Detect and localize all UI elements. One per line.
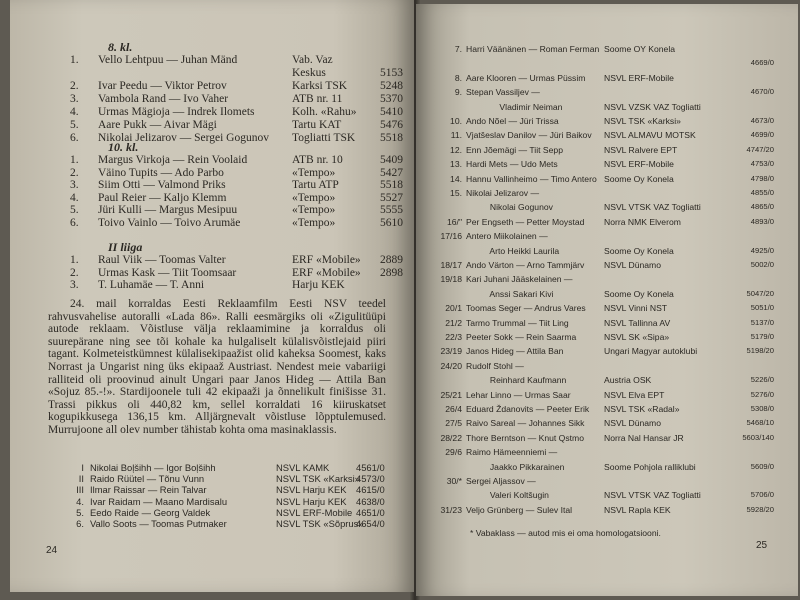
crew-names: Janos Hideg — Attila Ban bbox=[466, 346, 564, 357]
crew-names: Valeri Koltšugin bbox=[466, 490, 549, 501]
table-row bbox=[70, 279, 410, 291]
crew-names: Ivar Raidam — Maano Mardisalu bbox=[90, 495, 228, 507]
team-name: NSVL Rapla KEK bbox=[604, 504, 671, 515]
table-row bbox=[438, 505, 784, 516]
team-name: NSVL VZSK VAZ Togliatti bbox=[604, 101, 701, 112]
table-row bbox=[438, 404, 784, 415]
result-value: 4654/0 bbox=[356, 518, 385, 529]
table-row bbox=[438, 44, 784, 55]
crew-names: Hannu Vallinheimo — Timo Antero bbox=[466, 173, 597, 184]
league2-heading: II liiga bbox=[108, 240, 143, 254]
crew-names: Harri Väänänen — Roman Ferman bbox=[466, 44, 600, 54]
position-number: 22/3 bbox=[445, 332, 462, 342]
table-row bbox=[438, 476, 784, 487]
result-value: 4699/0 bbox=[750, 130, 774, 140]
table-row bbox=[68, 462, 408, 473]
result-value: 4669/0 bbox=[750, 58, 774, 68]
team-name: Kolh. «Rahu» bbox=[292, 106, 357, 118]
team-name: Soome Oy Konela bbox=[604, 173, 674, 184]
result-value: 5476 bbox=[380, 119, 403, 131]
team-name: «Tempo» bbox=[292, 204, 336, 217]
rally-description-paragraph: 24. mail korraldas Eesti Reklaamfilm Eesti NSV teedel rahvusvahelise autoralli «Lada 86». Ralli eesmärgiks oli «Zigulitüüpi autode reklaam. Võistluse välja reklaamimine ja korraldus oli suurepärane ning see tõi kohale ka hulgaliselt külalisvõistlejaid piiri tagant. Kolmeteistkümnest külalisekipaažist olid kaheksa Soomest, kaks Norrast ja Ungarist ning üks ekipaaž Austriast. Nendest meie vabariigi ralliteid oli proovinud ainult Ungari paar Janos Hideg — Attila Ban «Sojuz 85.-!». Stardijoonele tuli 42 ekipaaži ja õnnelikult finišisse 31. Trassi pikkus oli 440,82 km, sellel korraldati 16 kiiruskatset kogupikkusega 136,15 km. Alljärgnevalt võistluse lõpptulemused. Murrujoone all olev number tähistab kohta oma masinaklassis. bbox=[48, 298, 386, 436]
table-row bbox=[438, 145, 784, 156]
crew-names: Nikolai Jelizarov — Sergei Gogunov bbox=[98, 132, 269, 144]
crew-names: Stepan Vassiljev — bbox=[466, 87, 540, 98]
team-name: Tartu KAT bbox=[292, 119, 342, 131]
table-row bbox=[70, 204, 410, 216]
team-name: NSVL Vinni NST bbox=[604, 303, 668, 314]
position-number: 4. bbox=[76, 495, 84, 507]
crew-names: Margus Virkoja — Rein Voolaid bbox=[98, 154, 248, 166]
result-value: 5609/0 bbox=[750, 461, 774, 471]
result-value: 5603/140 bbox=[742, 432, 774, 442]
footnote: * Vabaklass — autod mis ei oma homologatsiooni. bbox=[470, 528, 661, 538]
position-number: 5. bbox=[76, 506, 84, 518]
team-name: NSVL Elva EPT bbox=[604, 389, 665, 400]
position-number: 17/16 bbox=[440, 231, 462, 242]
team-name: ERF «Mobile» bbox=[292, 254, 361, 266]
result-value: 5276/0 bbox=[750, 389, 774, 399]
table-row bbox=[438, 130, 784, 141]
table-row bbox=[68, 484, 408, 495]
team-name: «Tempo» bbox=[292, 166, 336, 179]
result-value: 4638/0 bbox=[356, 495, 385, 507]
team-name: NSVL Tallinna AV bbox=[604, 317, 671, 328]
crew-names: Lehar Linno — Urmas Saar bbox=[466, 389, 571, 400]
crew-names: Per Engseth — Petter Moystad bbox=[466, 216, 585, 227]
crew-names: Antero Miikolainen — bbox=[466, 231, 548, 242]
result-value: 4673/0 bbox=[750, 116, 774, 125]
table-row bbox=[438, 433, 784, 444]
table-row bbox=[70, 167, 410, 179]
team-name: NSVL Ralvere EPT bbox=[604, 144, 678, 155]
table-row bbox=[438, 87, 784, 98]
result-value: 4670/0 bbox=[750, 87, 774, 97]
table-row bbox=[70, 267, 410, 279]
team-name: NSVL TSK «Karksi» bbox=[604, 116, 681, 126]
table-row bbox=[438, 116, 784, 127]
position-number: 23/19 bbox=[440, 346, 462, 357]
team-name: NSVL Harju KEK bbox=[276, 495, 347, 507]
position-number: 14. bbox=[450, 173, 462, 184]
table-row bbox=[438, 246, 784, 257]
position-number: 3. bbox=[70, 279, 79, 292]
position-number: 4. bbox=[70, 106, 79, 118]
position-number: 2. bbox=[70, 80, 79, 92]
crew-names: Toivo Vainlo — Toivo Arumäe bbox=[98, 217, 241, 229]
crew-names: Arto Heikki Laurila bbox=[466, 245, 560, 256]
table-row bbox=[70, 67, 410, 79]
result-value: 5468/10 bbox=[746, 418, 774, 428]
result-value: 4573/0 bbox=[356, 473, 385, 485]
table-row bbox=[70, 154, 410, 166]
class10-results bbox=[70, 140, 410, 230]
position-number: 24/20 bbox=[440, 360, 462, 371]
right-page bbox=[416, 4, 798, 596]
crew-names: Kari Juhani Jääskelainen — bbox=[466, 274, 573, 285]
result-value: 4615/0 bbox=[356, 484, 385, 496]
table-row bbox=[438, 447, 784, 458]
crew-names: Raimo Hämeenniemi — bbox=[466, 447, 558, 458]
crew-names: Thore Berntson — Knut Qstmo bbox=[466, 432, 584, 443]
table-row bbox=[68, 473, 408, 484]
crew-names: Ilmar Raissar — Rein Talvar bbox=[90, 484, 207, 496]
position-number: 7. bbox=[454, 44, 462, 54]
crew-names: Raul Viik — Toomas Valter bbox=[98, 254, 226, 266]
lada86-results-top bbox=[68, 462, 408, 542]
result-value: 5610 bbox=[380, 217, 403, 229]
position-number: 20/1 bbox=[445, 303, 462, 314]
league2-results bbox=[70, 240, 410, 296]
table-row bbox=[438, 318, 784, 329]
table-row bbox=[438, 260, 784, 271]
result-value: 4651/0 bbox=[356, 506, 385, 518]
team-name: Austria OSK bbox=[604, 375, 652, 386]
result-value: 4747/20 bbox=[746, 144, 774, 154]
table-row bbox=[68, 518, 408, 529]
result-value: 4865/0 bbox=[750, 202, 774, 212]
team-name: «Tempo» bbox=[292, 191, 336, 204]
position-number: 13. bbox=[450, 159, 462, 170]
table-row bbox=[70, 217, 410, 229]
position-number: II bbox=[78, 473, 84, 485]
result-value: 5248 bbox=[380, 80, 403, 92]
page-number-right: 25 bbox=[756, 540, 768, 551]
position-number: 5. bbox=[70, 119, 79, 131]
position-number: 12. bbox=[450, 144, 462, 155]
position-number: 2. bbox=[70, 266, 79, 279]
table-row bbox=[438, 361, 784, 372]
crew-names: Ando Nõel — Jüri Trissa bbox=[466, 116, 559, 126]
result-value: 5706/0 bbox=[750, 490, 774, 500]
position-number: 8. bbox=[454, 72, 462, 83]
position-number: 9. bbox=[454, 87, 462, 98]
position-number: 6. bbox=[70, 217, 79, 229]
table-row bbox=[70, 93, 410, 105]
team-name: NSVL TSK «Radal» bbox=[604, 404, 680, 414]
table-row bbox=[438, 390, 784, 401]
table-row bbox=[438, 159, 784, 170]
result-value: 5047/20 bbox=[746, 288, 774, 298]
team-name: Soome OY Konela bbox=[604, 44, 676, 54]
team-name: NSVL VTSK VAZ Togliatti bbox=[604, 490, 701, 501]
crew-names: Vambola Rand — Ivo Vaher bbox=[98, 93, 229, 105]
team-name: Vab. Vaz bbox=[292, 54, 333, 66]
result-value: 4798/0 bbox=[750, 173, 774, 183]
position-number: 15. bbox=[450, 188, 462, 198]
crew-names: Toomas Seger — Andrus Vares bbox=[466, 303, 586, 314]
team-name: NSVL Dünamo bbox=[604, 418, 662, 429]
table-row bbox=[68, 507, 408, 518]
table-row bbox=[70, 119, 410, 131]
position-number: 18/17 bbox=[440, 260, 462, 270]
position-number: 1. bbox=[70, 54, 79, 66]
result-value: 5002/0 bbox=[750, 260, 774, 269]
position-number: 11. bbox=[450, 130, 462, 141]
table-row bbox=[438, 332, 784, 343]
position-number: 31/23 bbox=[440, 504, 462, 515]
result-value: 4753/0 bbox=[750, 159, 774, 169]
position-number: 26/4 bbox=[445, 404, 462, 414]
crew-names: Peeter Sokk — Rein Saarma bbox=[466, 332, 577, 342]
result-value: 5410 bbox=[380, 106, 403, 118]
crew-names: Rudolf Stohl — bbox=[466, 360, 524, 371]
team-name: ATB nr. 11 bbox=[292, 93, 343, 105]
team-name: Tartu ATP bbox=[292, 179, 339, 192]
team-name: NSVL VTSK VAZ Togliatti bbox=[604, 202, 701, 213]
position-number: 1. bbox=[70, 154, 79, 166]
table-row bbox=[438, 274, 784, 285]
team-name: NSVL Dünamo bbox=[604, 260, 662, 270]
crew-names: Urmas Mägioja — Indrek Ilomets bbox=[98, 106, 255, 118]
lada86-results-continued bbox=[438, 44, 784, 524]
team-name: Soome Oy Konela bbox=[604, 288, 674, 299]
result-value: 5153 bbox=[380, 67, 403, 79]
team-name: NSVL TSK «Sõprus» bbox=[276, 518, 364, 529]
team-name: NSVL ERF-Mobile bbox=[276, 506, 353, 518]
table-row bbox=[438, 217, 784, 228]
position-number: 2. bbox=[70, 166, 79, 179]
result-value: 2889 bbox=[380, 254, 403, 266]
crew-names: Enn Jõemägi — Tiit Sepp bbox=[466, 144, 563, 155]
result-value: 5518 bbox=[380, 132, 403, 144]
crew-names: Väino Tupits — Ado Parbo bbox=[98, 166, 224, 179]
crew-names: T. Luhamäe — T. Anni bbox=[98, 279, 205, 292]
position-number: 29/6 bbox=[445, 447, 462, 458]
class10-heading: 10. kl. bbox=[108, 140, 139, 154]
crew-names: Nikolai Boļšihh — Igor Boļšihh bbox=[90, 462, 216, 473]
team-name: ERF «Mobile» bbox=[292, 266, 361, 279]
team-name: Norra Nal Hansar JR bbox=[604, 432, 684, 443]
team-name: NSVL TSK «Karksi» bbox=[276, 473, 360, 485]
crew-names: Siim Otti — Valmond Priks bbox=[98, 179, 226, 192]
result-value: 4893/0 bbox=[750, 216, 774, 226]
result-value: 5370 bbox=[380, 93, 403, 105]
position-number: 16/" bbox=[447, 216, 462, 227]
team-name: Norra NMK Elverom bbox=[604, 216, 681, 227]
crew-names: Aare Pukk — Aivar Mägi bbox=[98, 119, 217, 131]
table-row bbox=[438, 289, 784, 300]
position-number: 1. bbox=[70, 254, 79, 266]
class8-results bbox=[70, 40, 410, 144]
team-name: NSVL ERF-Mobile bbox=[604, 159, 674, 170]
team-name: NSVL SK «Sipa» bbox=[604, 332, 670, 342]
team-name: NSVL Harju KEK bbox=[276, 484, 347, 496]
position-number: 3. bbox=[70, 93, 79, 105]
crew-names: Raivo Sareal — Johannes Sikk bbox=[466, 418, 585, 429]
crew-names: Aare Klooren — Urmas Püssim bbox=[466, 72, 586, 83]
table-row bbox=[70, 54, 410, 66]
table-row bbox=[438, 202, 784, 213]
table-row bbox=[68, 496, 408, 507]
crew-names: Nikolai Jelizarov — bbox=[466, 188, 540, 198]
team-name: Ungari Magyar autoklubi bbox=[604, 346, 698, 357]
team-name: NSVL ERF-Mobile bbox=[604, 72, 674, 83]
crew-names: Raido Rüütel — Tõnu Vunn bbox=[90, 473, 205, 485]
table-row bbox=[438, 231, 784, 242]
crew-names: Vjatšeslav Danilov — Jüri Baikov bbox=[466, 130, 592, 141]
team-name: Togliatti TSK bbox=[292, 132, 356, 144]
team-name: Karksi TSK bbox=[292, 80, 348, 92]
result-value: 4855/0 bbox=[750, 188, 774, 197]
crew-names: Eedo Raide — Georg Valdek bbox=[90, 506, 211, 518]
result-value: 5427 bbox=[380, 166, 403, 179]
table-row bbox=[70, 80, 410, 92]
team-name: «Tempo» bbox=[292, 217, 336, 229]
team-name: Harju KEK bbox=[292, 279, 345, 292]
team-name: ATB nr. 10 bbox=[292, 154, 343, 166]
crew-names: Vello Lehtpuu — Juhan Mänd bbox=[98, 54, 238, 66]
crew-names: Ivar Peedu — Viktor Petrov bbox=[98, 80, 227, 92]
crew-names: Vallo Soots — Toomas Putmaker bbox=[90, 518, 227, 529]
result-value: 4925/0 bbox=[750, 245, 774, 255]
crew-names: Tarmo Trummal — Tiit Ling bbox=[466, 317, 569, 328]
result-value: 5051/0 bbox=[750, 303, 774, 313]
crew-names: Nikolai Gogunov bbox=[466, 202, 553, 213]
team-name: Soome Oy Konela bbox=[604, 245, 674, 256]
table-row bbox=[438, 102, 784, 113]
result-value: 5198/20 bbox=[746, 346, 774, 356]
result-value: 5527 bbox=[380, 191, 403, 204]
position-number: 21/2 bbox=[445, 317, 462, 328]
table-row bbox=[438, 462, 784, 473]
result-value: 5518 bbox=[380, 179, 403, 192]
table-row bbox=[438, 418, 784, 429]
position-number: 30/* bbox=[446, 476, 462, 486]
result-value: 5137/0 bbox=[750, 317, 774, 327]
result-value: 2898 bbox=[380, 266, 403, 279]
crew-names: Veljo Grünberg — Sulev Ital bbox=[466, 504, 573, 515]
position-number: 4. bbox=[70, 191, 79, 204]
crew-names: Eduard Ždanovits — Peeter Erik bbox=[466, 404, 590, 414]
team-name: Soome Pohjola ralliklubi bbox=[604, 461, 696, 472]
result-value: 5308/0 bbox=[750, 404, 774, 413]
table-row bbox=[70, 254, 410, 266]
position-number: 6. bbox=[70, 132, 79, 144]
position-number: III bbox=[76, 484, 84, 496]
position-number: 19/18 bbox=[440, 274, 462, 285]
crew-names: Ando Värton — Arno Tammjärv bbox=[466, 260, 585, 270]
position-number: 10. bbox=[450, 116, 462, 126]
result-value: 5226/0 bbox=[750, 375, 774, 385]
table-row bbox=[70, 192, 410, 204]
position-number: I bbox=[81, 462, 84, 473]
crew-names: Jüri Kulli — Margus Mesipuu bbox=[98, 204, 238, 217]
team-name: Keskus bbox=[292, 67, 326, 79]
result-value: 5555 bbox=[380, 204, 403, 217]
left-page bbox=[10, 0, 414, 592]
table-row bbox=[438, 490, 784, 501]
crew-names: Jaakko Pikkarainen bbox=[466, 461, 565, 472]
team-name: NSVL KAMK bbox=[276, 462, 330, 473]
crew-names: Urmas Kask — Tiit Toomsaar bbox=[98, 266, 237, 279]
position-number: 25/21 bbox=[440, 389, 462, 400]
crew-names: Reinhard Kaufmann bbox=[466, 375, 567, 386]
position-number: 5. bbox=[70, 204, 79, 217]
team-name: NSVL ALMAVU MOTSK bbox=[604, 130, 696, 141]
table-row bbox=[438, 303, 784, 314]
result-value: 5928/20 bbox=[746, 504, 774, 514]
table-row bbox=[70, 179, 410, 191]
table-row bbox=[438, 73, 784, 84]
position-number: 27/5 bbox=[445, 418, 462, 429]
table-row bbox=[70, 106, 410, 118]
table-row bbox=[438, 58, 784, 69]
table-row bbox=[438, 346, 784, 357]
page-number-left: 24 bbox=[46, 545, 58, 556]
position-number: 3. bbox=[70, 179, 79, 192]
crew-names: Paul Reier — Kaljo Klemm bbox=[98, 191, 227, 204]
table-row bbox=[438, 174, 784, 185]
crew-names: Sergei Aljassov — bbox=[466, 476, 536, 486]
result-value: 5409 bbox=[380, 154, 403, 166]
crew-names: Hardi Mets — Udo Mets bbox=[466, 159, 558, 170]
crew-names: Vladimir Neiman bbox=[466, 101, 563, 112]
class8-heading: 8. kl. bbox=[108, 40, 133, 54]
table-row bbox=[438, 188, 784, 199]
table-row bbox=[438, 375, 784, 386]
result-value: 4561/0 bbox=[356, 462, 385, 473]
position-number: 6. bbox=[76, 518, 84, 529]
result-value: 5179/0 bbox=[750, 332, 774, 341]
crew-names: Anssi Sakari Kivi bbox=[466, 288, 554, 299]
position-number: 28/22 bbox=[440, 432, 462, 443]
